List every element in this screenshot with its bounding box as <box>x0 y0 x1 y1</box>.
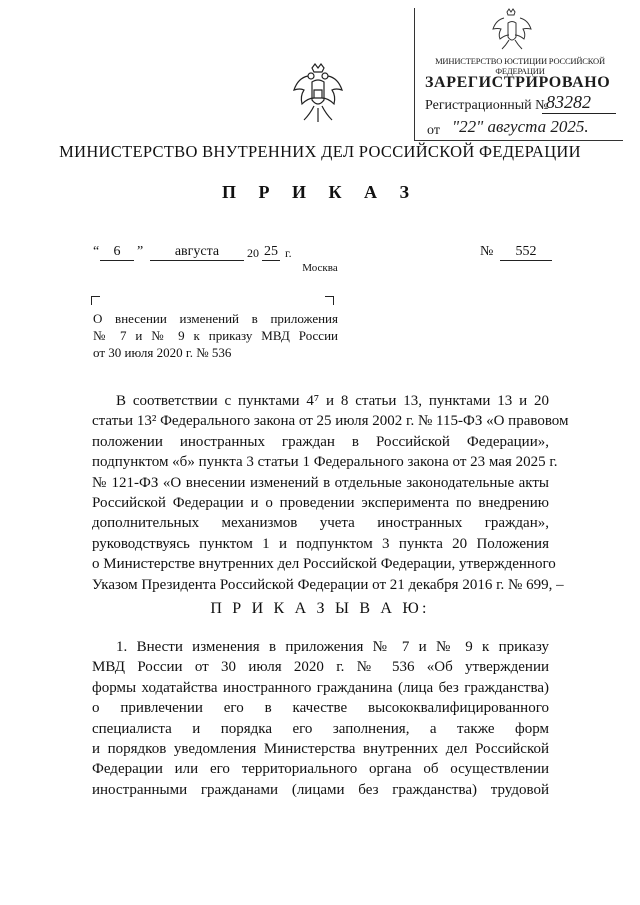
date-month: августа <box>150 244 244 261</box>
text-line: формы ходатайства иностранного гражданина (лица без гражданства) <box>92 679 549 696</box>
item-1-paragraph <box>92 637 549 800</box>
text-line: специалиста и порядка его заполнения, а также форм <box>92 720 549 737</box>
stamp-date-value: "22" августа 2025. <box>452 117 589 136</box>
stamp-number-underline <box>542 113 616 114</box>
subject-bracket-left <box>91 296 100 305</box>
text-line: Российской Федерации и о проведении эксперимента по внедрению <box>92 495 549 512</box>
text-line: подпунктом «б» пункта 3 статьи 1 Федерального закона от 23 мая 2025 г. <box>92 454 558 471</box>
text-line: МВД России от 30 июля 2020 г. № 536 «Об утверждении <box>92 659 549 676</box>
subject-line: О внесении изменений в приложения <box>93 311 338 326</box>
stamp-date-label: от <box>427 123 440 138</box>
text-line: В соответствии с пунктами 4⁷ и 8 статьи 13, пунктами 13 и 20 <box>116 393 549 409</box>
date-open-quote: “ <box>93 244 100 259</box>
preamble-paragraph <box>92 391 569 595</box>
text-line: положении иностранных граждан в Российской Федерации», <box>92 433 549 450</box>
text-line: 1. Внести изменения в приложения № 7 и № 9 к приказу <box>116 639 549 655</box>
order-number: 552 <box>500 244 552 261</box>
text-line: иностранными гражданами (лицами без гражданства) трудовой <box>92 781 549 798</box>
stamp-ministry-label: МИНИСТЕРСТВО ЮСТИЦИИ РОССИЙСКОЙ ФЕДЕРАЦИИ <box>435 56 605 76</box>
text-line: о Министерстве внутренних дел Российской Федерации, утвержденного <box>92 556 556 573</box>
document-title: П Р И К А З <box>221 182 419 202</box>
date-close-quote: ” <box>137 244 144 259</box>
text-line: и порядков уведомления Министерства внутренних дел Российской <box>92 741 549 758</box>
text-line: статьи 13² Федерального закона от 25 июля 2002 г. № 115-ФЗ «О правовом <box>92 413 569 430</box>
text-line: о привлечении его в качестве высококвалифицированного <box>92 700 549 717</box>
subject-line: № 7 и № 9 к приказу МВД России <box>93 328 338 343</box>
text-line: руководствуясь пунктом 1 и подпунктом 3 пункта 20 Положения <box>92 535 549 552</box>
subject-line: от 30 июля 2020 г. № 536 <box>93 345 232 360</box>
text-line: Федерации или его территориального органа об осуществлении <box>92 761 549 778</box>
stamp-registered-label: ЗАРЕГИСТРИРОВАНО <box>425 74 611 91</box>
text-line: Указом Президента Российской Федерации от 21 декабря 2016 г. № 699, – <box>92 576 564 593</box>
stamp-emblem-icon <box>490 8 534 52</box>
order-subject <box>93 310 338 361</box>
date-year-prefix: 20 <box>247 246 259 260</box>
city-label: Москва <box>302 262 338 274</box>
date-day: 6 <box>100 244 134 261</box>
date-year-suffix: 25 <box>264 244 278 259</box>
stamp-reg-number: 83282 <box>546 92 591 112</box>
date-year-abbrev: г. <box>285 246 292 260</box>
text-line: № 121-ФЗ «О внесении изменений в отдельные законодательные акты <box>92 474 549 491</box>
text-line: дополнительных механизмов учета иностранных граждан», <box>92 515 549 532</box>
stamp-reg-number-label: Регистрационный № <box>425 98 549 113</box>
coat-of-arms-emblem <box>290 62 346 126</box>
order-directive-heading: П Р И К А З Ы В А Ю: <box>210 600 430 617</box>
order-number-sign: № <box>480 244 494 259</box>
ministry-heading: МИНИСТЕРСТВО ВНУТРЕННИХ ДЕЛ РОССИЙСКОЙ ФЕДЕРАЦИИ <box>59 142 581 161</box>
subject-bracket-right <box>325 296 334 305</box>
